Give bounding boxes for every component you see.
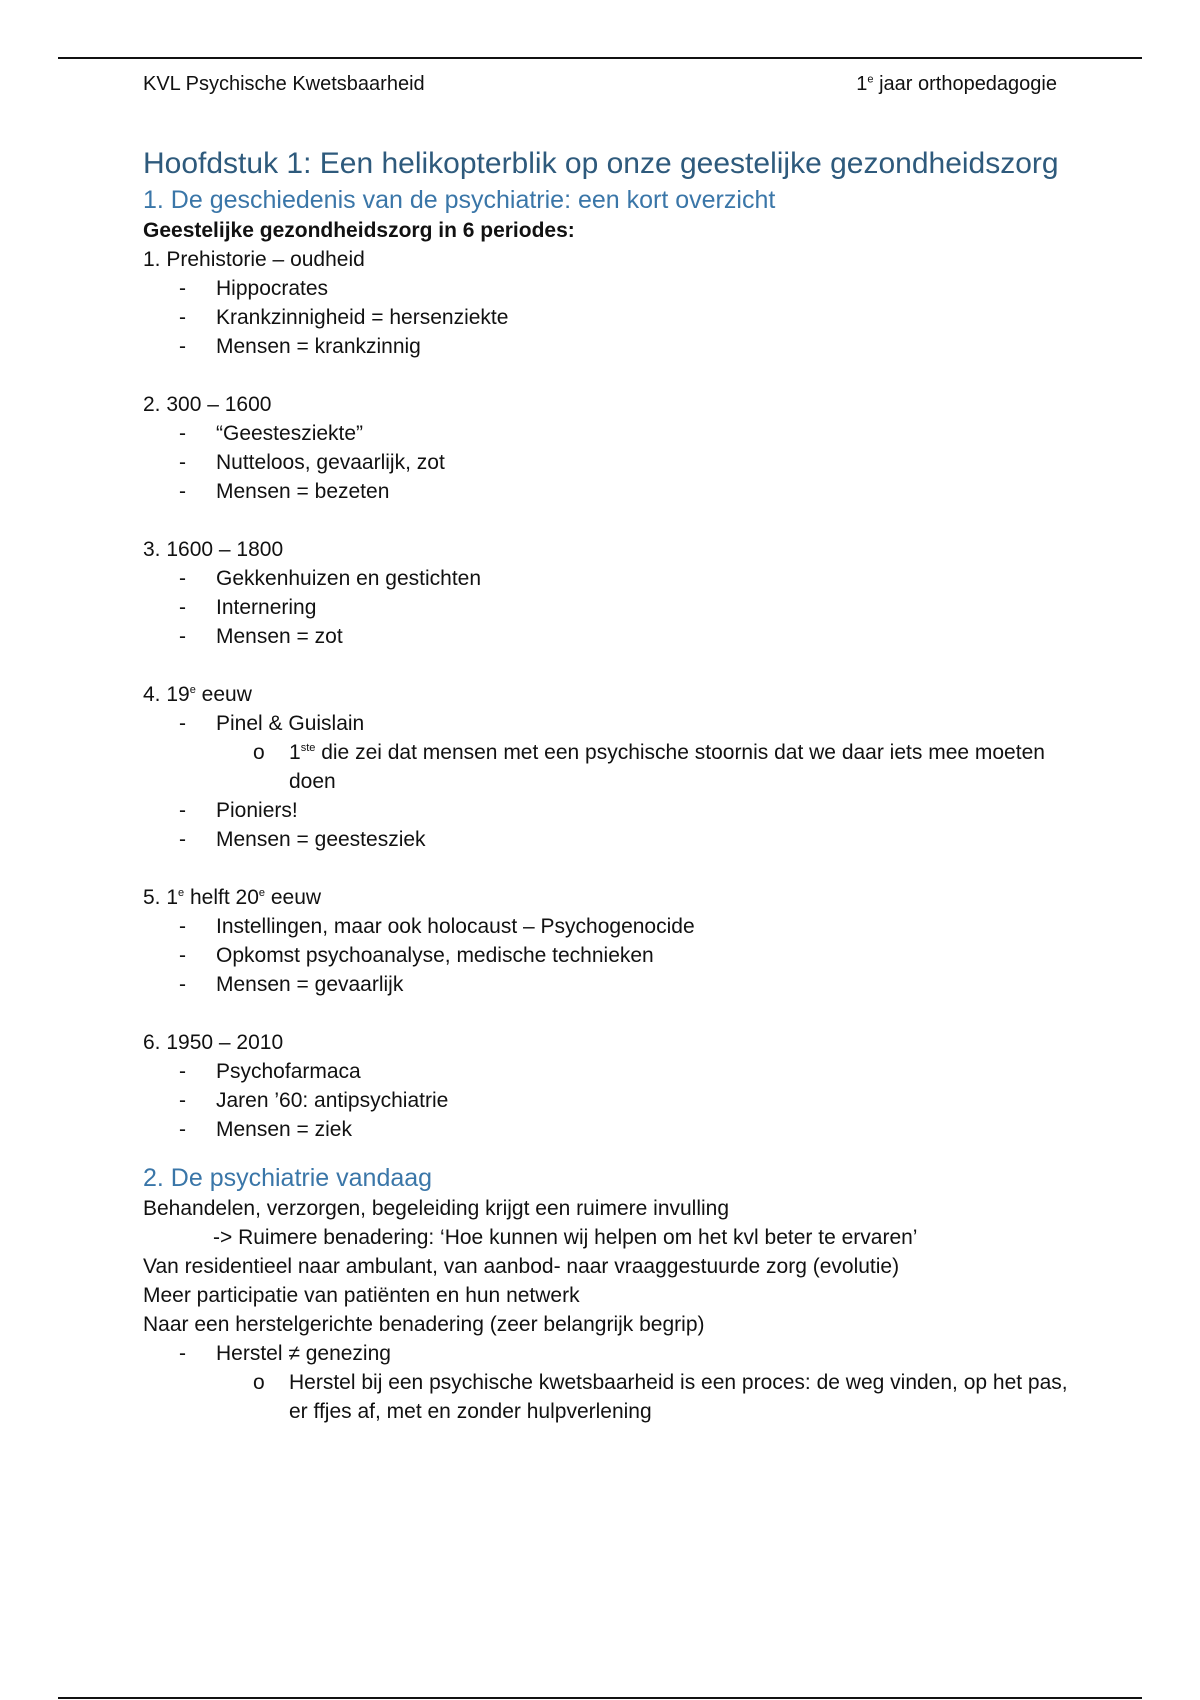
paragraph-line: Naar een herstelgerichte benadering (zeer belangrijk begrip) bbox=[143, 1313, 705, 1336]
period-title: 3. 1600 – 1800 bbox=[143, 538, 284, 561]
paragraph-line-indented: -> Ruimere benadering: ‘Hoe kunnen wij helpen om het kvl beter te ervaren’ bbox=[213, 1226, 918, 1249]
period-4-title-sup: e bbox=[189, 684, 196, 696]
list-item: - Gekkenhuizen en gestichten bbox=[143, 564, 1083, 593]
section-1-intro: Geestelijke gezondheidszorg in 6 periodes: bbox=[143, 219, 575, 242]
sub-item-sup: ste bbox=[300, 742, 316, 754]
header-year-text: jaar orthopedagogie bbox=[873, 73, 1057, 95]
period-5-title-a: 5. 1 bbox=[143, 886, 179, 909]
section-2-title: 2. De psychiatrie vandaag bbox=[143, 1164, 433, 1192]
paragraph-line: Behandelen, verzorgen, begeleiding krijgt een ruimere invulling bbox=[143, 1197, 730, 1220]
period-2 bbox=[143, 390, 1083, 506]
sub-list-item: o Herstel bij een psychische kwetsbaarheid is een proces: de weg vinden, op het pas, er ffjes af, met en zonder hulpverlening bbox=[143, 1368, 1083, 1426]
period-5 bbox=[143, 883, 1083, 999]
period-title: 2. 300 – 1600 bbox=[143, 393, 272, 416]
sub-item-post: die zei dat mensen met een psychische stoornis dat we daar iets mee moeten doen bbox=[289, 741, 1045, 793]
list-item: - Herstel ≠ genezing bbox=[143, 1339, 1083, 1368]
period-title bbox=[143, 680, 1083, 709]
bottom-rule bbox=[58, 1697, 1142, 1699]
list-item: - Nutteloos, gevaarlijk, zot bbox=[143, 448, 1083, 477]
period-1 bbox=[143, 245, 1083, 361]
list-item: - “Geestesziekte” bbox=[143, 419, 1083, 448]
period-4-title-post: eeuw bbox=[195, 683, 252, 706]
list-item: - Mensen = krankzinnig bbox=[143, 332, 1083, 361]
period-3 bbox=[143, 535, 1083, 651]
list-item: - Mensen = zot bbox=[143, 622, 1083, 651]
list-item: - Psychofarmaca bbox=[143, 1057, 1083, 1086]
page-header bbox=[143, 73, 1057, 101]
period-5-title-sup2: e bbox=[258, 887, 266, 899]
header-year-sup: e bbox=[867, 73, 874, 86]
section-1-title: 1. De geschiedenis van de psychiatrie: een kort overzicht bbox=[143, 186, 776, 214]
paragraph-line: Van residentieel naar ambulant, van aanbod- naar vraaggestuurde zorg (evolutie) bbox=[143, 1255, 900, 1278]
period-title: 6. 1950 – 2010 bbox=[143, 1031, 284, 1054]
list-item: - Pinel & Guislain bbox=[143, 709, 1083, 738]
list-item: - Krankzinnigheid = hersenziekte bbox=[143, 303, 1083, 332]
list-item: - Hippocrates bbox=[143, 274, 1083, 303]
document-body bbox=[143, 144, 1083, 1426]
sub-item-pre: 1 bbox=[289, 741, 301, 764]
period-5-title-b: helft 20 bbox=[184, 886, 259, 909]
top-rule bbox=[58, 57, 1142, 59]
list-item: - Instellingen, maar ook holocaust – Psychogenocide bbox=[143, 912, 1083, 941]
list-item: - Internering bbox=[143, 593, 1083, 622]
paragraph-line: Meer participatie van patiënten en hun netwerk bbox=[143, 1284, 580, 1307]
period-5-title-c: eeuw bbox=[265, 886, 322, 909]
period-6 bbox=[143, 1028, 1083, 1144]
period-4 bbox=[143, 680, 1083, 854]
list-item: - Mensen = bezeten bbox=[143, 477, 1083, 506]
period-5-title-sup1: e bbox=[178, 887, 185, 899]
list-item: - Jaren ’60: antipsychiatrie bbox=[143, 1086, 1083, 1115]
chapter-title: Hoofdstuk 1: Een helikopterblik op onze geestelijke gezondheidszorg bbox=[143, 147, 1059, 180]
period-title: 1. Prehistorie – oudheid bbox=[143, 248, 365, 271]
period-title bbox=[143, 883, 1083, 912]
list-item: - Mensen = geestesziek bbox=[143, 825, 1083, 854]
header-year bbox=[856, 73, 1057, 96]
list-item: - Opkomst psychoanalyse, medische technieken bbox=[143, 941, 1083, 970]
list-item: - Mensen = ziek bbox=[143, 1115, 1083, 1144]
header-course-title: KVL Psychische Kwetsbaarheid bbox=[143, 73, 425, 95]
period-4-title-pre: 4. 19 bbox=[143, 683, 190, 706]
list-item: - Pioniers! bbox=[143, 796, 1083, 825]
sub-list-item bbox=[143, 738, 1083, 796]
list-item: - Mensen = gevaarlijk bbox=[143, 970, 1083, 999]
header-year-number: 1 bbox=[856, 73, 868, 95]
